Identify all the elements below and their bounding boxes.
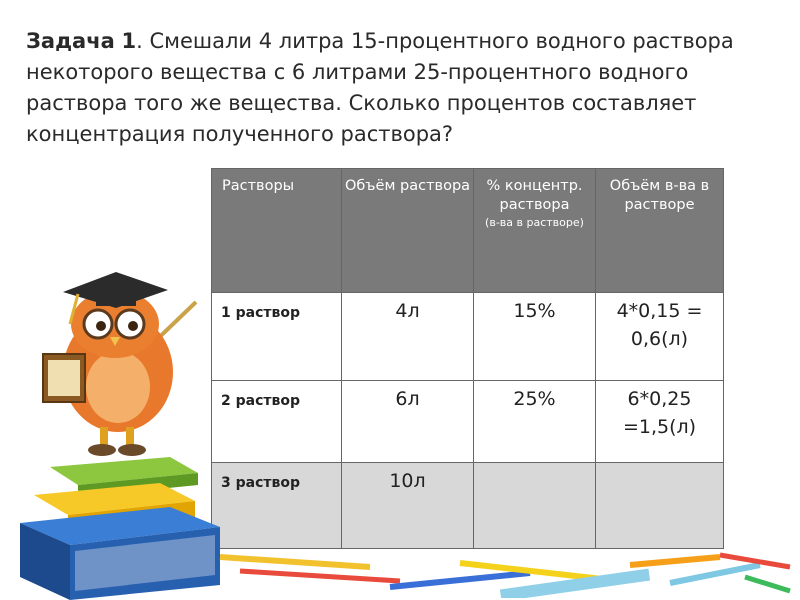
solutions-table (211, 168, 724, 549)
cell-volume: 6л (342, 381, 474, 463)
header-substance-volume: Объём в-ва в растворе (596, 169, 724, 293)
task-text (26, 26, 786, 150)
pencils-icon (200, 535, 795, 598)
table-header-row (212, 169, 724, 293)
cell-volume: 4л (342, 293, 474, 381)
task-prefix: Задача (26, 29, 115, 53)
header-volume: Объём раствора (342, 169, 474, 293)
row-label: 3 раствор (212, 463, 342, 549)
table-row (212, 381, 724, 463)
cell-substance: 6*0,25 =1,5(л) (596, 381, 724, 463)
row-label: 2 раствор (212, 381, 342, 463)
table-row (212, 293, 724, 381)
task-body: . Смешали 4 литра 15-процентного водного раствора некоторого вещества с 6 литрами 25-процентного водного раствора того же вещества. Сколько процентов составляет концентрация полученного раствора? (26, 29, 734, 146)
cell-substance: 4*0,15 = 0,6(л) (596, 293, 724, 381)
header-solutions: Растворы (212, 169, 342, 293)
header-concentration-note: (в-ва в растворе) (485, 216, 584, 229)
book-stack-icon (20, 455, 230, 600)
row-label: 1 раствор (212, 293, 342, 381)
cell-volume: 10л (342, 463, 474, 549)
cell-percent: 15% (474, 293, 596, 381)
owl-professor-icon (18, 262, 218, 462)
task-number: 1 (121, 29, 137, 53)
cell-percent: 25% (474, 381, 596, 463)
header-concentration (474, 169, 596, 293)
header-concentration-label: % концентр. раствора (486, 178, 583, 213)
